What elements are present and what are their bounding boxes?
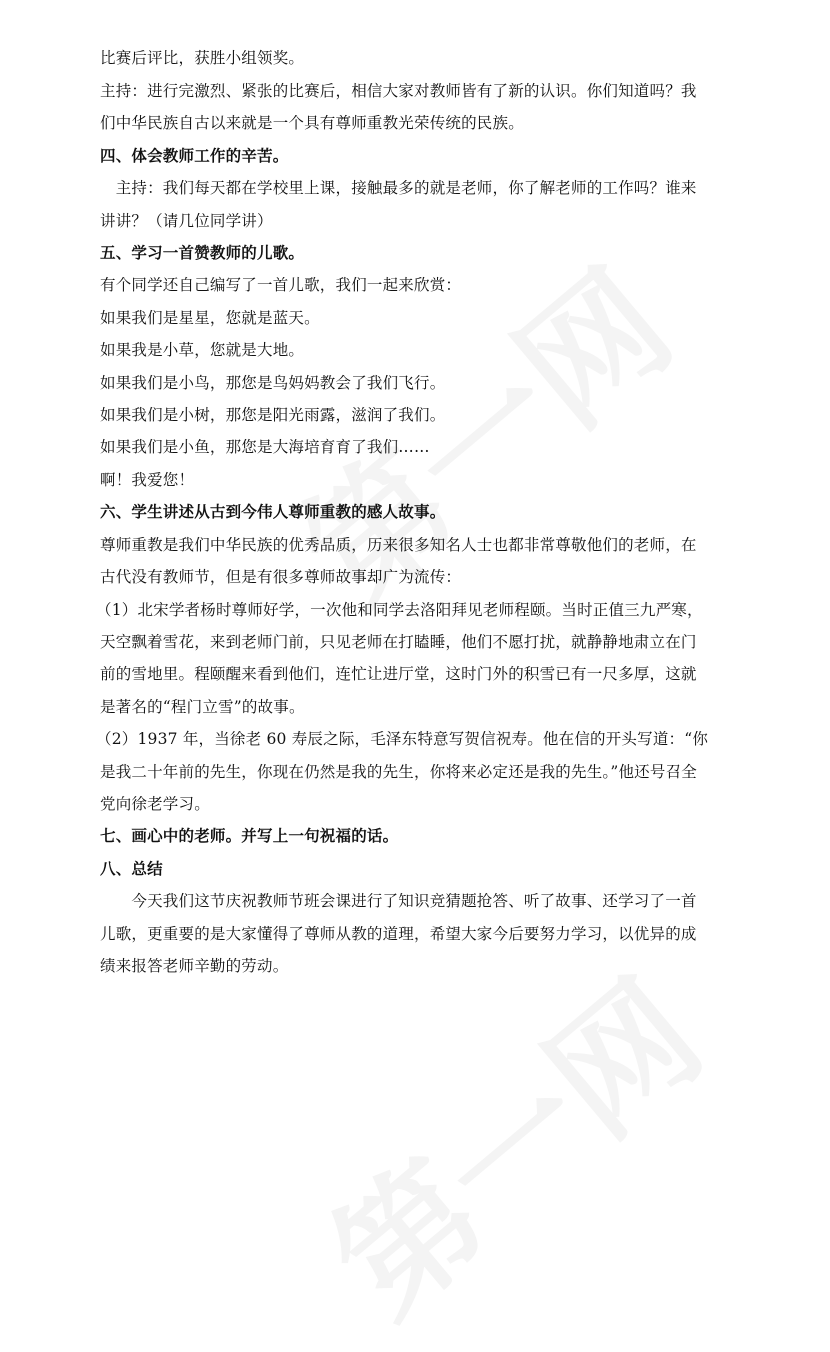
section-heading: 六、学生讲述从古到今伟人尊师重教的感人故事。 [100, 502, 446, 521]
text-line: 古代没有教师节，但是有很多尊师故事却广为流传： [100, 568, 462, 586]
text-line: 是著名的“程门立雪”的故事。 [100, 698, 305, 716]
text-line: 有个同学还自己编写了一首儿歌，我们一起来欣赏： [100, 276, 462, 294]
text-line: 是我二十年前的先生，你现在仍然是我的先生，你将来必定还是我的先生。”他还号召全 [100, 763, 697, 781]
text-line: 比赛后评比，获胜小组领奖。 [100, 49, 305, 67]
text-line: 讲讲？（请几位同学讲） [100, 212, 273, 230]
section-heading: 八、总结 [100, 859, 163, 878]
text-line: 天空飘着雪花，来到老师门前，只见老师在打瞌睡，他们不愿打扰，就静静地肃立在门 [100, 633, 697, 651]
text-line: 尊师重教是我们中华民族的优秀品质，历来很多知名人士也都非常尊敬他们的老师，在 [100, 536, 697, 554]
text-line: 今天我们这节庆祝教师节班会课进行了知识竞猜题抢答、听了故事、还学习了一首 [100, 892, 697, 910]
section-heading: 七、画心中的老师。并写上一句祝福的话。 [100, 826, 399, 845]
poem-line: 如果我们是小鸟，那您是鸟妈妈教会了我们飞行。 [100, 374, 446, 392]
text-line: 们中华民族自古以来就是一个具有尊师重教光荣传统的民族。 [100, 114, 524, 132]
text-line: 绩来报答老师辛勤的劳动。 [100, 957, 289, 975]
text-line: 儿歌，更重要的是大家懂得了尊师从教的道理，希望大家今后要努力学习，以优异的成 [100, 925, 697, 943]
poem-line: 如果我们是星星，您就是蓝天。 [100, 309, 320, 327]
watermark-bottom [285, 929, 736, 1352]
poem-line: 如果我们是小鱼，那您是大海培育育了我们…… [100, 438, 430, 456]
section-heading: 五、学习一首赞教师的儿歌。 [100, 243, 305, 262]
text-line: 主持：进行完激烈、紧张的比赛后，相信大家对教师皆有了新的认识。你们知道吗？我 [100, 82, 697, 100]
text-line: （2）1937 年，当徐老 60 寿辰之际，毛泽东特意写贺信祝寿。他在信的开头写道：“你 [96, 730, 709, 748]
text-line: 前的雪地里。程颐醒来看到他们，连忙让进厅堂，这时门外的积雪已有一尺多厚，这就 [100, 665, 697, 683]
poem-line: 如果我们是小树，那您是阳光雨露，滋润了我们。 [100, 406, 446, 424]
text-line: 主持：我们每天都在学校里上课，接触最多的就是老师，你了解老师的工作吗？谁来 [100, 179, 697, 197]
poem-line: 啊！我爱您！ [100, 471, 195, 489]
section-heading: 四、体会教师工作的辛苦。 [100, 146, 289, 165]
poem-line: 如果我是小草，您就是大地。 [100, 341, 305, 359]
text-line: （1）北宋学者杨时尊师好学，一次他和同学去洛阳拜见老师程颐。当时正值三九严寒， [96, 601, 703, 619]
text-line: 党向徐老学习。 [100, 795, 210, 813]
